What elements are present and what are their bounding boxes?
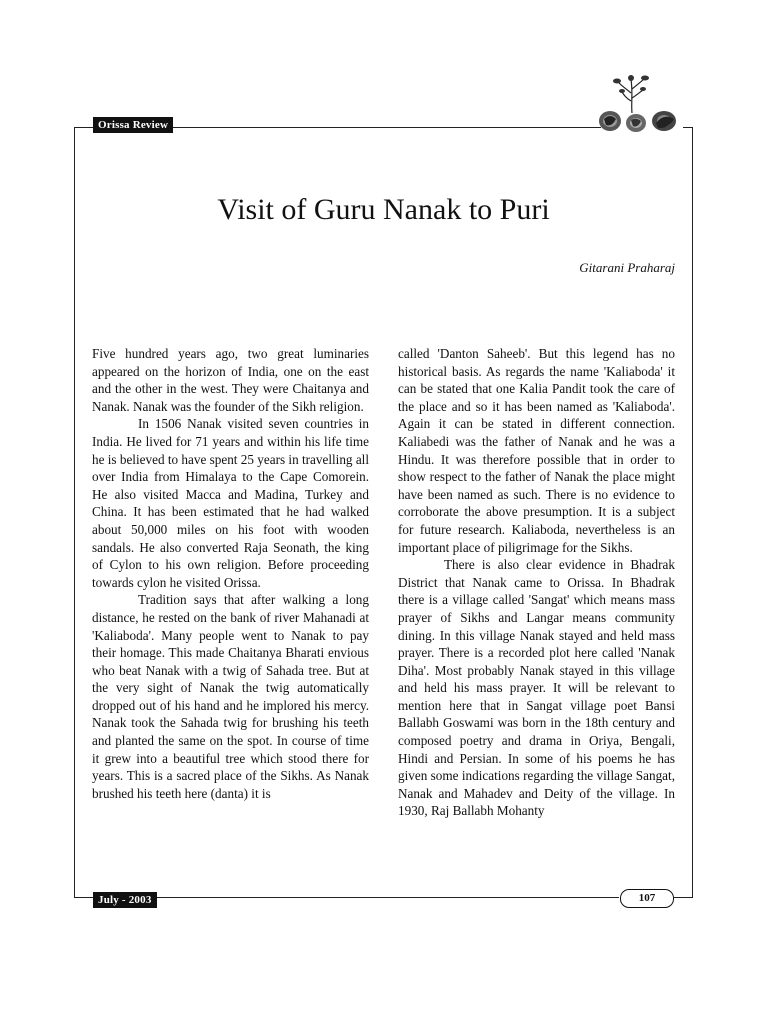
paragraph: In 1506 Nanak visited seven countries in India. He lived for 71 years and within his life time he is believed to have spent 25 years in travelling all over India from Himalaya to the Cape Comorein. He also visited Macca and Madina, Turkey and China. It has been estimated that he had walked about 50,000 miles on his foot with wooden sandals. He also converted Raja Seonath, the king of Cylon to his own religion. Before proceeding towards cylon he visited Orissa. [92, 416, 369, 590]
tree-and-medallions-icon [598, 73, 680, 139]
paragraph: Tradition says that after walking a long distance, he rested on the bank of river Mahanadi at 'Kaliaboda'. Many people went to Nanak to pay their homage. This made Chaitanya Bharati envious who beat Nanak with a twig of Sahada tree. But at the very sight of Nanak the twig automatically dropped out of his hand and he implored his mercy. Nanak took the Sahada twig for brushing his teeth and planted the same on the spot. In course of time it grew into a beautiful tree which stood there for years. This is a sacred place of the Sikhs. As Nanak brushed his teeth here (danta) it is [92, 592, 369, 801]
frame-left-rule [74, 127, 75, 897]
right-column [398, 345, 675, 820]
paragraph: Five hundred years ago, two great luminaries appeared on the horizon of India, one on the east and the other in the west. They were Chaitanya and Nanak. Nanak was the founder of the Sikh religion. [92, 346, 369, 414]
journal-tag: Orissa Review [93, 117, 173, 133]
article-title: Visit of Guru Nanak to Puri [217, 193, 550, 226]
paragraph: called 'Danton Saheeb'. But this legend has no historical basis. As regards the name 'Kaliaboda' it can be stated that one Kalia Pandit took the care of the place and so it has been named as 'Kaliaboda'. Again it can be stated in different connection. Kaliabedi was the father of Nanak and he was a Hindu. It was therefore possible that in order to show respect to the father of Nanak the place might have been named as such. There is no evidence to corroborate the above presumption. It is a subject for future research. Kaliaboda, nevertheless is an important place of piligrimage for the Sikhs. [398, 346, 675, 555]
left-column [92, 345, 369, 802]
author-name: Gitarani Praharaj [579, 260, 675, 275]
page-number-badge: 107 [620, 889, 674, 908]
frame-bottom-rule-right [674, 897, 693, 898]
paragraph: There is also clear evidence in Bhadrak District that Nanak came to Orissa. In Bhadrak there is a village called 'Sangat' which means mass prayer of Sikhs and Langar means community dining. In this village Nanak stayed and held mass prayer. There is a recorded plot here called 'Nanak Diha'. Most probably Nanak stayed in this village and held his mass prayer. It will be relevant to mention here that in Sangat village poet Bansi Ballabh Goswami was born in the 18th century and composed poetry and drama in Oriya, Bengali, Hindi and Persian. In some of his poems he has given some indications regarding the village Sangat, Nanak and Mahadev and Deity of the village. In 1930, Raj Ballabh Mohanty [398, 557, 675, 819]
issue-date-tag: July - 2003 [93, 892, 157, 908]
frame-right-rule [692, 127, 693, 897]
